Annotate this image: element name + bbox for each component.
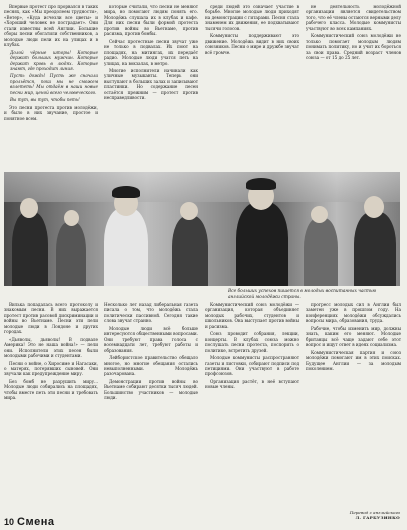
translator-signature xyxy=(302,510,400,520)
article-column-5 xyxy=(4,302,98,507)
article-column-6 xyxy=(104,302,198,512)
article-column-2 xyxy=(104,4,198,167)
article-column-1 xyxy=(4,4,98,167)
article-column-4 xyxy=(306,4,401,167)
paragraph: Рабочие, чтобы изменить мир, должны знать, каким его меняют. Молодые британцы всё чаще задают себе этот вопрос и ищут ответ в идеях социализма. xyxy=(306,325,401,348)
paragraph: Сейчас протестные песни звучат уже не только в подвалах. Их поют на площадях, на митингах, их передаёт радио. Молодые люди учатся петь на улицах, на вокзалах, в метро. xyxy=(104,38,198,66)
paragraph: Коммунисты поддерживают это движение. Молодёжь видит в них своих союзников. Песни о мире и дружбе звучат всё громче. xyxy=(205,33,299,55)
verse: Вы тут, вы тут, чтобы петь! xyxy=(10,97,80,103)
page-number: 10 xyxy=(4,517,15,527)
paragraph: которые считали, что песни не меняют мира, но помогают людям понять его. Молодёжь слушала их в клубах и кафе. Для них песни были формой протеста против войны во Вьетнаме, против расизма, против бомбы. xyxy=(104,4,198,37)
paragraph: Союз проводит собрания, лекции, концерты. В клубах союза можно послушать песни протеста, поспорить о политике, встретить друзей. xyxy=(205,331,299,353)
magazine-name: Смена xyxy=(17,516,55,528)
paragraph: Коммунистический союз молодёжи — организация, которая объединяет молодых рабочих, студентов и школьников. Она выступает против войны и расизма. xyxy=(205,302,299,329)
signature-line: Перевод с английского xyxy=(349,510,400,515)
paragraph: Многие исполнители начинали как уличные музыканты. Теперь они выступают в больших залах и записывают пластинки. Но содержание песен остаётся прежним — протест против несправедливости. xyxy=(104,67,198,101)
paragraph: Впервые протест про прорвался в таких песнях, как «Мы преодолеем трудности», «Ветер», «Куда исчезли все цветы» и «Хороший человек не пострадает». Они стали известны всей Англии. Большие сборы песни обогатили собственников, а молодые люди пели их на улицах и в клубах. xyxy=(4,4,98,48)
paragraph: не деятельность молодёжной организации является свидетельством того, что её члены остаются верными делу рабочего класса. Молодые коммунисты участвуют во всех кампаниях. xyxy=(306,4,401,31)
paragraph: Без бомб не разрушить миру... Молодые люди собирались на площадях, чтобы вместе петь эти песни и требовать мира. xyxy=(4,378,98,401)
paragraph: Организация растёт, в неё вступают новые члены. xyxy=(205,378,299,390)
paragraph: Молодые люди всё больше интересуются общественными вопросами. Они требуют права голоса с восемнадцати лет, требуют работы и образования. xyxy=(104,325,198,353)
photo-caption: Все больших успехов пишется в молодых воспитанных частью английской молодёжи страны. xyxy=(228,289,377,300)
paragraph: Несколько лет назад либеральная газета писала о том, что молодёжь стала политически пассивной. Сегодня такие слова звучат странно. xyxy=(104,302,198,324)
paragraph: Демонстрации против войны во Вьетнаме собирают десятки тысяч людей. Большинство участников — молодые люди. xyxy=(104,378,198,401)
paragraph: Песни о войне, о Хиросиме и Нагасаки, о матерях, потерявших сыновей. Они звучали как предупреждение миру. xyxy=(4,360,98,377)
article-column-3 xyxy=(205,4,299,167)
article-column-7 xyxy=(205,302,299,512)
paragraph: среди людей это означает участие в борьбе. Многие молодые люди приходят на демонстрации с гитарами. Песня стала знаменем их движения, ее подхватывают тысячи голосов. xyxy=(205,4,299,31)
verse: Пусть дождь! Пусть же сначала прольётся, пока мы не сможем взлететь! Мы отдаём в наши новые песни мир, ценой всего человеческого. xyxy=(10,73,98,95)
paragraph: Молодые коммунисты распространяют газеты и листовки, собирают подписи под петициями. Они участвуют в работе профсоюзов. xyxy=(205,355,299,377)
paragraph: Это песни протеста против молодёжи, и было в них звучание, простое и понятное всем. xyxy=(4,104,98,121)
crowd-photo xyxy=(4,172,400,286)
paragraph: прогресс молодых сил в Англии был заметен уже в прошлом году. На конференциях молодёжи обсуждались вопросы мира, образования, труда. xyxy=(306,302,401,324)
paragraph: Коммунистический союз молодёжи не только помогает молодым людям понимать политику, но и учит их бороться за свои права. Средний возраст членов союза — от 15 до 25 лет. xyxy=(306,33,401,61)
paragraph: Коммунистическая партия и союз молодёжи помогают им в этих поисках. Будущее Англии — за молодым поколением. xyxy=(306,349,401,371)
paragraph: Лейбористское правительство обещало многое, но многие обещания остались невыполненными. Молодёжь разочарована. xyxy=(104,355,198,377)
paragraph: «Дьяволы, дьяволы! В подвале Америка! Это не наша война!» — пели они. Исполнители этих песен были молодыми рабочими и студентами. xyxy=(4,336,98,359)
paragraph: Вилька попадалась всего протоколу и знакомым песни. В них выражается протест против расовой дискриминации и войны во Вьетнаме. Песни эти пели молодые люди в Лондоне и других городах. xyxy=(4,302,98,335)
verse: Долой чёрные шторы! Которые держат больших мужчин. Которые держат кровь в людях. Которые знают, где проходит линия. xyxy=(10,49,98,71)
page-footer xyxy=(4,516,54,528)
article-column-8 xyxy=(306,302,401,507)
signature-name: Л. ГАРБУЗИНКО xyxy=(355,515,400,520)
